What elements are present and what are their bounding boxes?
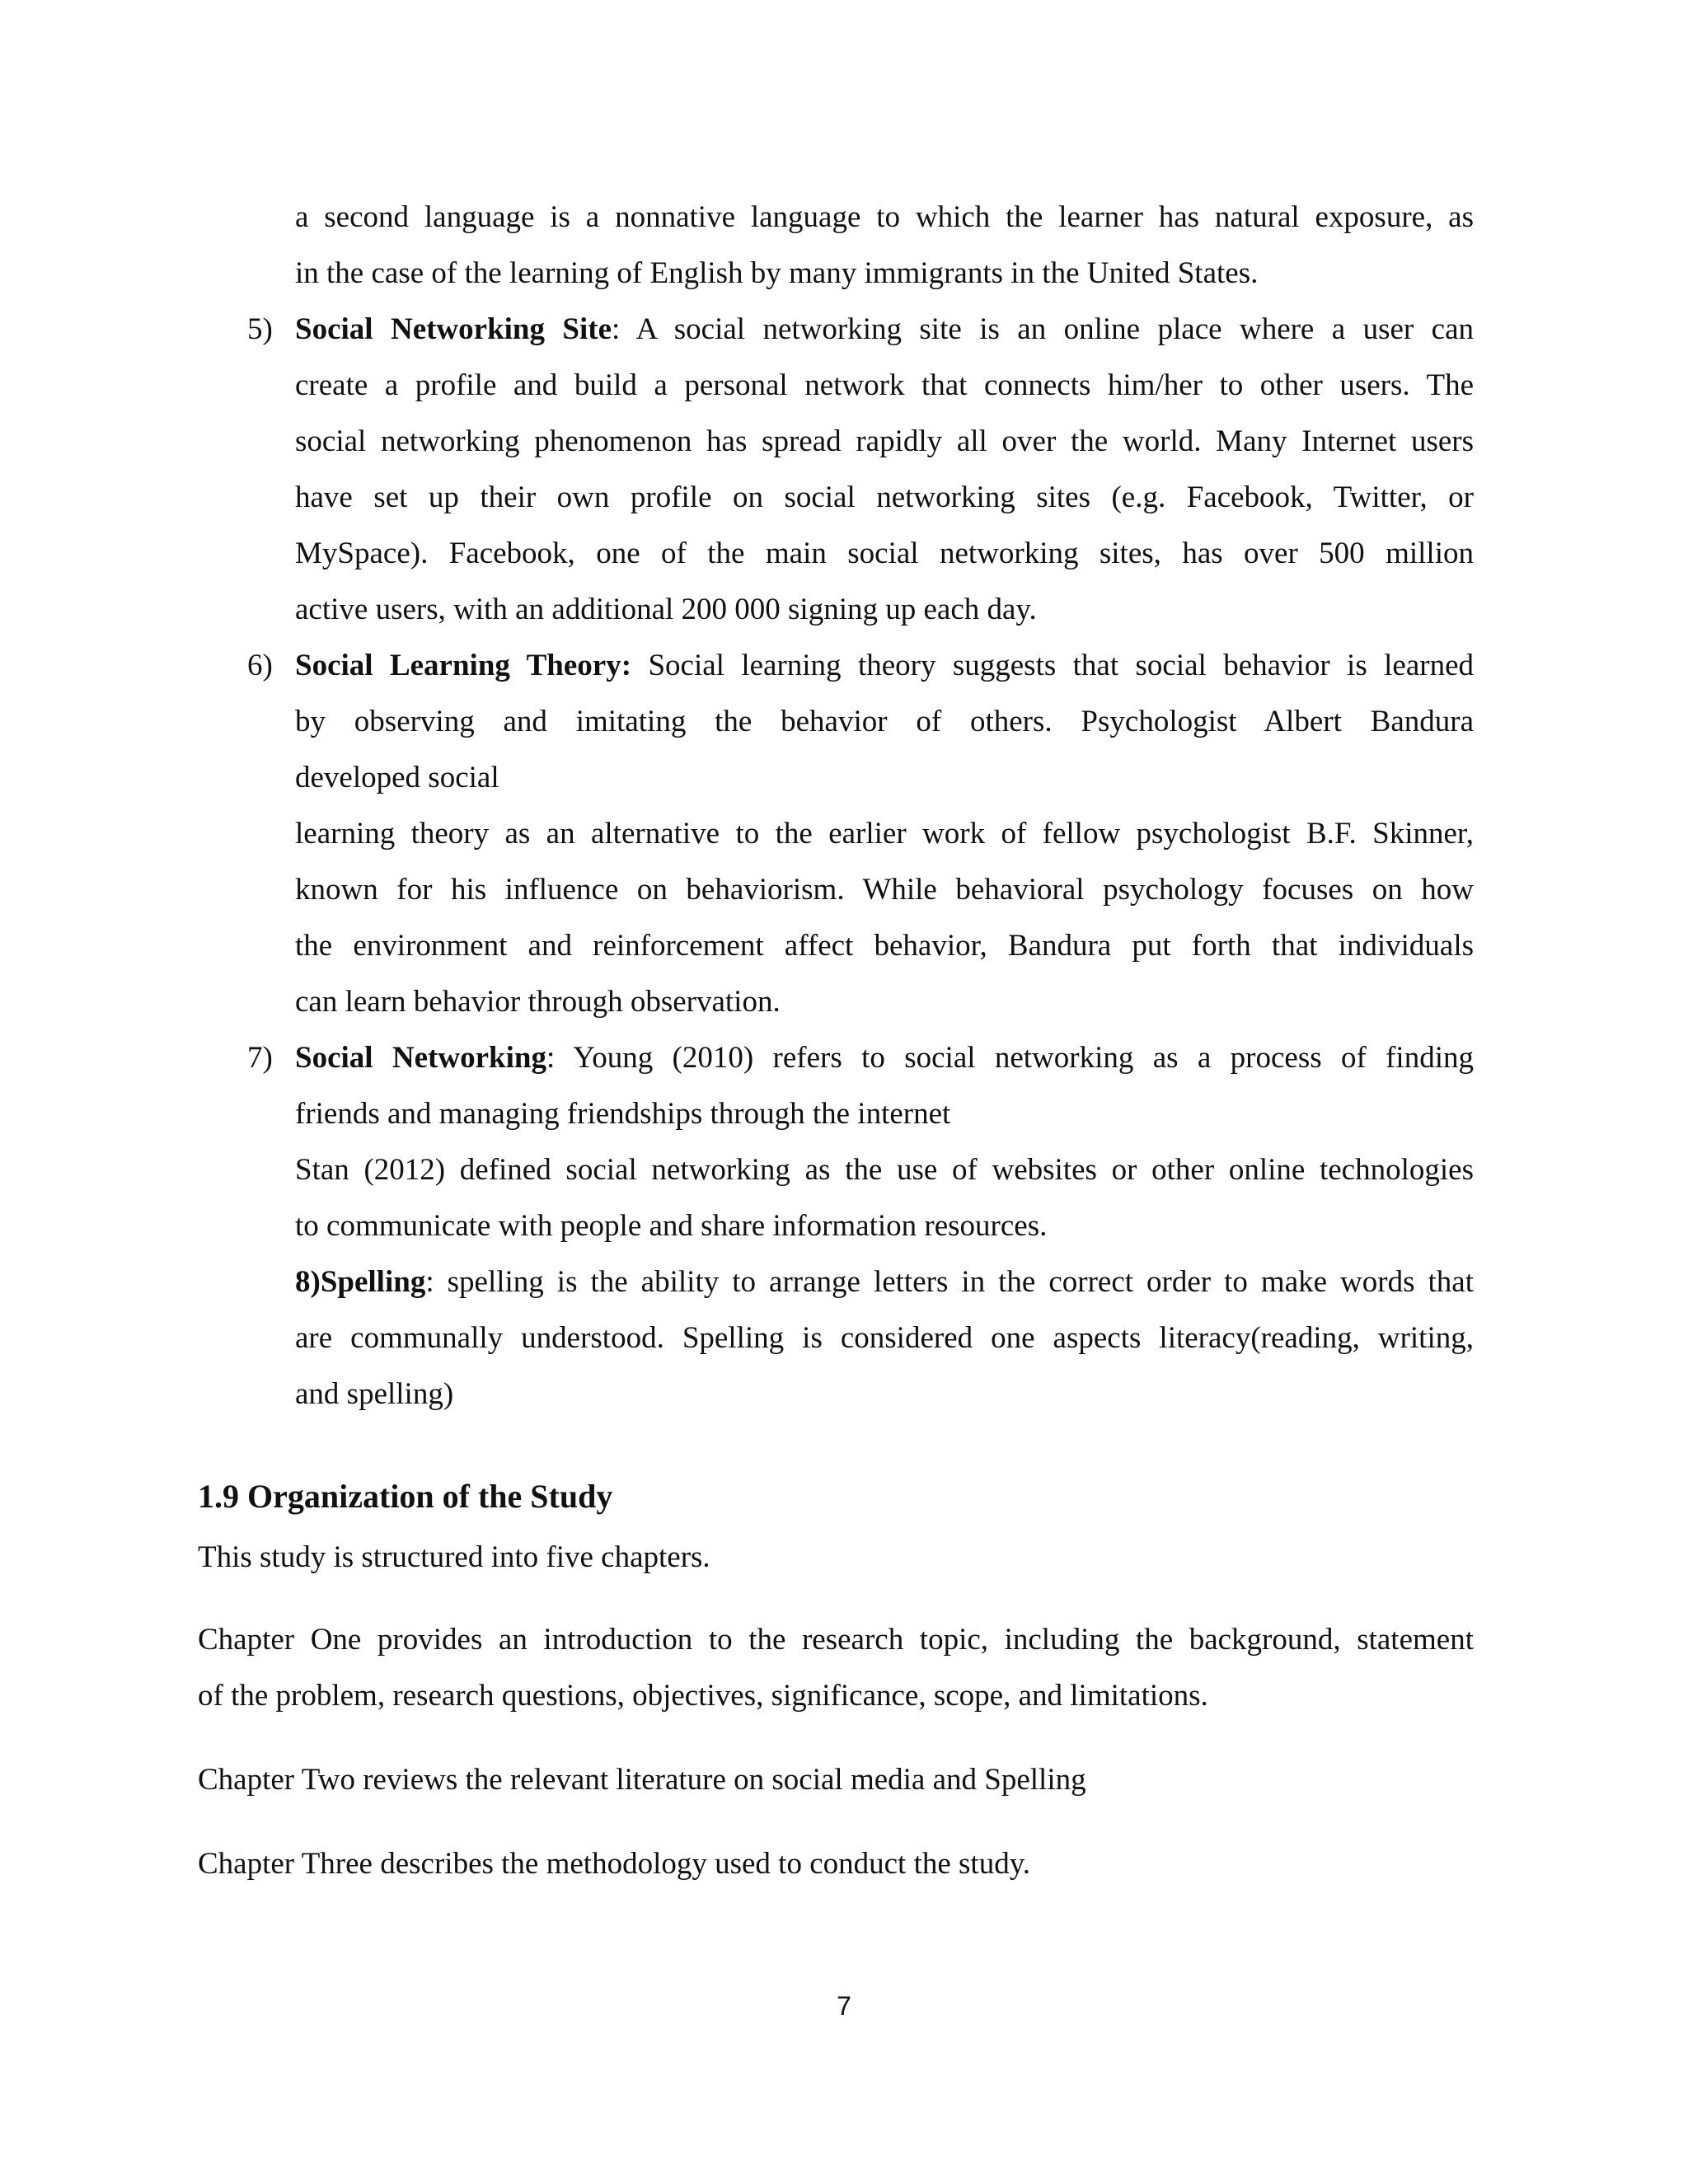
definition-first-line	[295, 310, 1474, 349]
definition-term: Social Learning Theory:	[295, 649, 632, 682]
list-number: 6)	[247, 649, 273, 682]
text-line: in the case of the learning of English by many immigrants in the United States.	[295, 256, 1259, 290]
text-line: by observing and imitating the behavior of others. Psychologist Albert Bandura	[295, 705, 1474, 738]
text-line: are communally understood. Spelling is considered one aspects literacy(reading, writing,	[295, 1321, 1474, 1355]
definition-first-line	[295, 1038, 1474, 1078]
page-number: 7	[837, 1991, 851, 2021]
list-number: 7)	[247, 1041, 273, 1075]
definition-text: : spelling is the ability to arrange letters in the correct order to make words that	[425, 1265, 1474, 1299]
definition-term: 8)Spelling	[295, 1265, 426, 1299]
text-line: Stan (2012) defined social networking as the use of websites or other online technologies	[295, 1153, 1474, 1187]
definition-term: Social Networking Site	[295, 312, 612, 346]
text-line: create a profile and build a personal network that connects him/her to other users. The	[295, 368, 1474, 402]
chapter-two-text: Chapter Two reviews the relevant literature on social media and Spelling	[198, 1763, 1086, 1797]
definition-first-line	[295, 646, 1474, 686]
section-heading: 1.9 Organization of the Study	[198, 1478, 613, 1515]
text-line: the environment and reinforcement affect behavior, Bandura put forth that individuals	[295, 929, 1474, 963]
chapter-three-text: Chapter Three describes the methodology used to conduct the study.	[198, 1847, 1031, 1881]
chapter-one-line: of the problem, research questions, objectives, significance, scope, and limitations.	[198, 1679, 1208, 1713]
text-line: active users, with an additional 200 000 signing up each day.	[295, 593, 1037, 626]
definition-term: Social Networking	[295, 1041, 546, 1075]
text-line: can learn behavior through observation.	[295, 985, 781, 1019]
definition-first-line	[295, 1263, 1474, 1302]
text-line: MySpace). Facebook, one of the main social networking sites, has over 500 million	[295, 537, 1474, 570]
definition-text: : A social networking site is an online place where a user can	[612, 312, 1474, 346]
text-line: have set up their own profile on social networking sites (e.g. Facebook, Twitter, or	[295, 480, 1474, 514]
definition-text: : Young (2010) refers to social networking as a process of finding	[546, 1041, 1474, 1075]
text-line: developed social	[295, 761, 499, 794]
chapter-one-line: Chapter One provides an introduction to the research topic, including the background, statement	[198, 1623, 1474, 1657]
section-intro: This study is structured into five chapters.	[198, 1540, 710, 1574]
text-line: friends and managing friendships through the internet	[295, 1097, 951, 1131]
text-line: to communicate with people and share information resources.	[295, 1209, 1048, 1243]
text-line: learning theory as an alternative to the earlier work of fellow psychologist B.F. Skinner,	[295, 817, 1474, 851]
text-line: known for his influence on behaviorism. While behavioral psychology focuses on how	[295, 873, 1474, 907]
definition-text: Social learning theory suggests that social behavior is learned	[631, 649, 1474, 682]
text-line: and spelling)	[295, 1377, 454, 1411]
text-line: social networking phenomenon has spread rapidly all over the world. Many Internet users	[295, 424, 1474, 458]
text-line: a second language is a nonnative language to which the learner has natural exposure, as	[295, 200, 1474, 234]
list-number: 5)	[247, 312, 273, 346]
